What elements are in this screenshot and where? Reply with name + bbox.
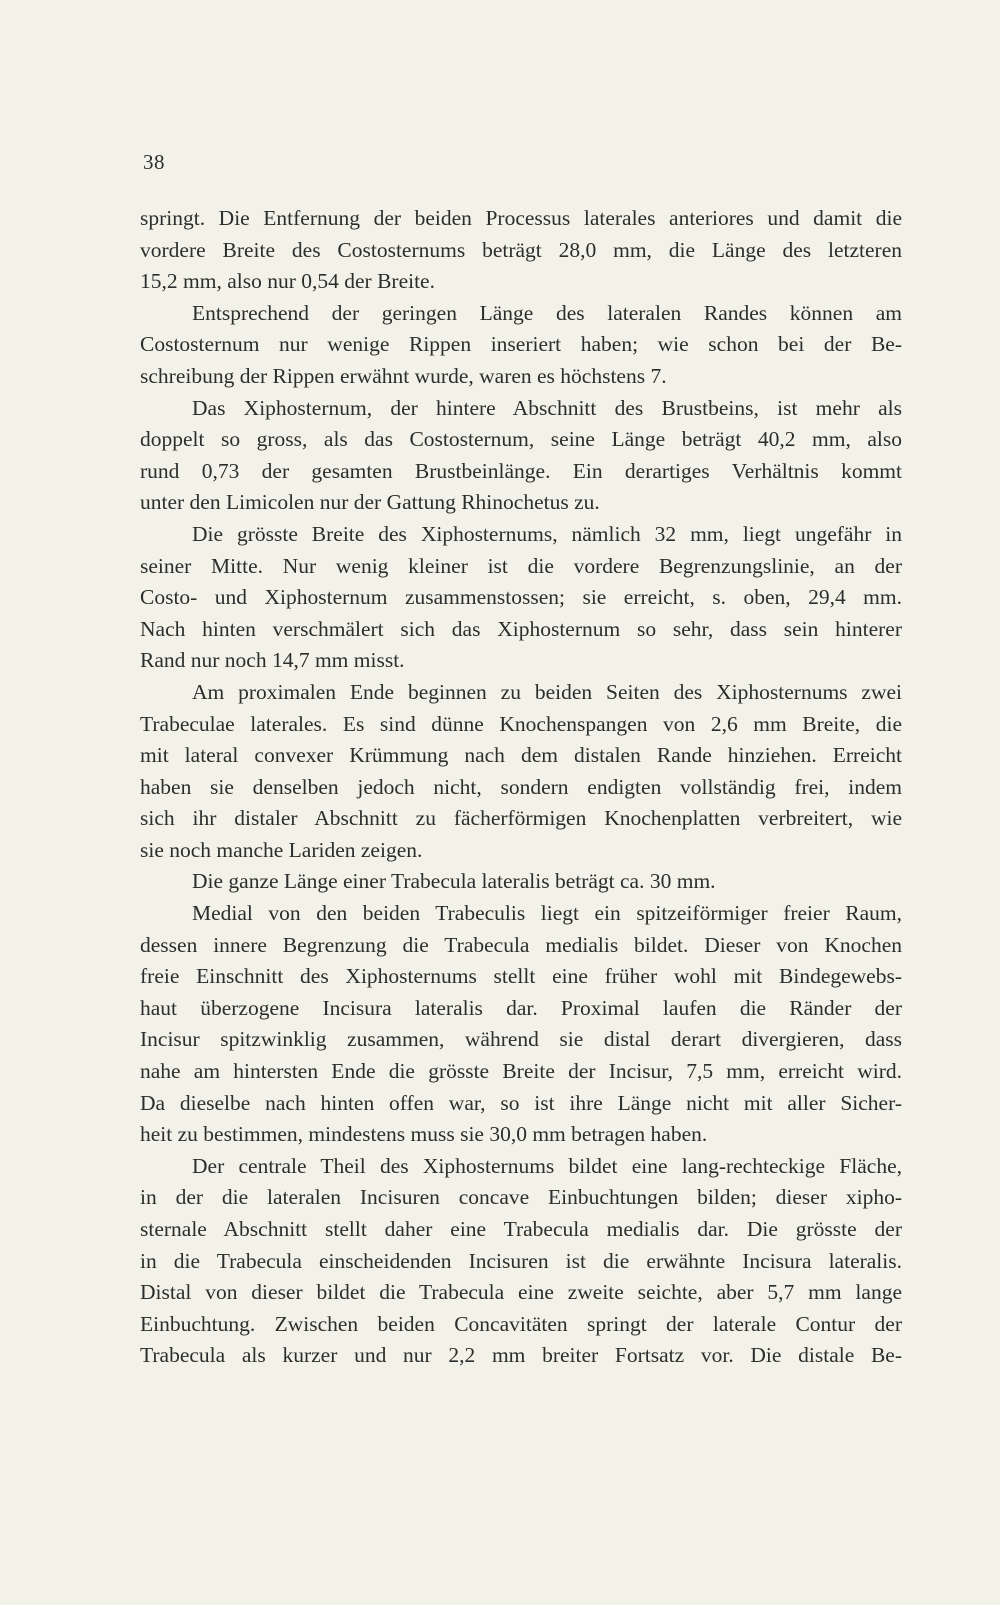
text-line: dessen innere Begrenzung die Trabecula medialis bildet. Dieser von Knochen [140,932,902,957]
text-line: in der die lateralen Incisuren concave Einbuchtungen bilden; dieser xipho- [140,1185,902,1210]
text-line: Das Xiphosternum, der hintere Abschnitt des Brustbeins, ist mehr als [192,395,902,420]
text-line: haut überzogene Incisura lateralis dar. Proximal laufen die Ränder der [140,995,902,1020]
text-line: 15,2 mm, also nur 0,54 der Breite. [140,269,435,294]
text-line: springt. Die Entfernung der beiden Processus laterales anteriores und damit die [140,206,902,230]
text-line: Nach hinten verschmälert sich das Xiphosternum so sehr, dass sein hinterer [140,616,902,641]
text-line: Entsprechend der geringen Länge des lateralen Randes können am [192,300,902,325]
text-line: Der centrale Theil des Xiphosternums bildet eine lang-rechteckige Fläche, [192,1153,902,1178]
text-line: Rand nur noch 14,7 mm misst. [140,648,405,673]
text-line: nahe am hintersten Ende die grösste Breite der Incisur, 7,5 mm, erreicht wird. [140,1059,902,1084]
text-line: sternale Abschnitt stellt daher eine Trabecula medialis dar. Die grösste der [140,1217,902,1241]
text-line: Costo- und Xiphosternum zusammenstossen; sie erreicht, s. oben, 29,4 mm. [140,585,902,610]
text-line: schreibung der Rippen erwähnt wurde, waren es höchstens 7. [140,363,667,388]
page-number: 38 [143,150,165,174]
text-line: vordere Breite des Costosternums beträgt 28,0 mm, die Länge des letzteren [140,237,902,262]
text-line: seiner Mitte. Nur wenig kleiner ist die vordere Begrenzungslinie, an der [140,553,902,578]
text-line: Da dieselbe nach hinten offen war, so ist ihre Länge nicht mit aller Sicher- [140,1090,902,1115]
text-line: Medial von den beiden Trabeculis liegt ein spitzeiförmiger freier Raum, [192,901,902,926]
text-line: Am proximalen Ende beginnen zu beiden Seiten des Xiphosternums zwei [192,679,902,704]
text-line: doppelt so gross, als das Costosternum, seine Länge beträgt 40,2 mm, also [140,427,902,452]
text-line: haben sie denselben jedoch nicht, sondern endigten vollständig frei, indem [140,774,902,799]
text-line: Distal von dieser bildet die Trabecula eine zweite seichte, aber 5,7 mm lange [140,1280,902,1305]
text-line: Die ganze Länge einer Trabecula lateralis beträgt ca. 30 mm. [192,869,716,894]
text-line: Costosternum nur wenige Rippen inseriert haben; wie schon bei der Be- [140,332,902,357]
text-line: Die grösste Breite des Xiphosternums, nämlich 32 mm, liegt ungefähr in [192,521,902,546]
text-line: Einbuchtung. Zwischen beiden Concavitäten springt der laterale Contur der [140,1311,902,1336]
body-text [140,203,902,1372]
text-line: Incisur spitzwinklig zusammen, während sie distal derart divergieren, dass [140,1027,902,1052]
text-line: Trabecula als kurzer und nur 2,2 mm breiter Fortsatz vor. Die distale Be- [140,1343,902,1368]
text-line: rund 0,73 der gesamten Brustbeinlänge. Ein derartiges Verhältnis kommt [140,458,902,483]
text-line: Trabeculae laterales. Es sind dünne Knochenspangen von 2,6 mm Breite, die [140,711,902,736]
text-line: heit zu bestimmen, mindestens muss sie 30,0 mm betragen haben. [140,1122,708,1147]
text-line: sich ihr distaler Abschnitt zu fächerförmigen Knochenplatten verbreitert, wie [140,806,902,831]
text-line: mit lateral convexer Krümmung nach dem distalen Rande hinziehen. Erreicht [140,743,902,768]
text-line: in die Trabecula einscheidenden Incisuren ist die erwähnte Incisura lateralis. [140,1248,902,1273]
text-line: sie noch manche Lariden zeigen. [140,837,423,862]
text-line: unter den Limicolen nur der Gattung Rhinochetus zu. [140,490,600,515]
text-line: freie Einschnitt des Xiphosternums stellt eine früher wohl mit Bindegewebs- [140,964,902,989]
